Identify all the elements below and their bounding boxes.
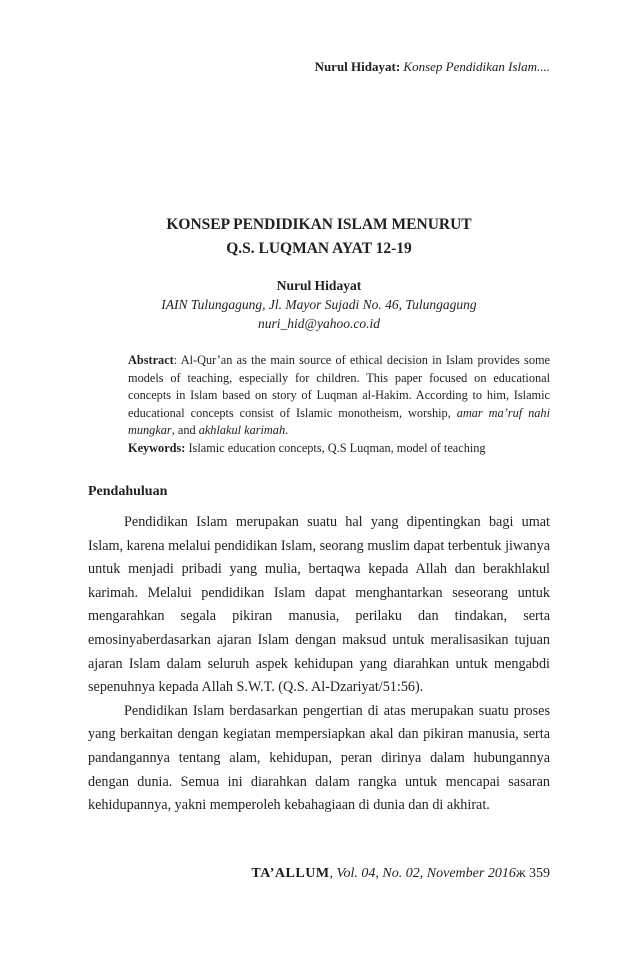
running-head-title: Konsep Pendidikan Islam....: [403, 59, 550, 74]
abstract-term-2: akhlakul karimah: [198, 423, 286, 438]
keywords-label: Keywords:: [128, 440, 186, 455]
abstract-term-1: amar ma’ruf nahi mungkar: [128, 405, 550, 438]
paper-title-line-1: KONSEP PENDIDIKAN ISLAM MENURUT: [166, 216, 472, 233]
paper-title: [0, 213, 638, 261]
page-footer: [251, 866, 550, 882]
section-heading: Pendahuluan: [88, 484, 168, 499]
body-paragraph-1: Pendidikan Islam merupakan suatu hal yang dipentingkan bagi umat Islam, karena melalui pendidikan Islam, seorang muslim dapat terbentuk jiwanya untuk menjadi pribadi yang mulia, bertaqwa kepada Allah dan berakhlakul karimah. Melalui pendidikan Islam dapat menghantarkan seseorang untuk mengarahkan segala pikiran manusia, perilaku dan tindakan, serta emosinyaberdasarkan ajaran Islam dengan maksud untuk meralisasikan tujuan ajaran Islam dalam seluruh aspek kehidupan yang diarahkan untuk mengabdi sepenuhnya kepada Allah S.W.T. (Q.S. Al-Dzariyat/51:56).: [88, 514, 550, 696]
abstract-label: Abstract: [128, 353, 174, 367]
author-name: Nurul Hidayat: [276, 278, 362, 293]
body-text: [88, 511, 550, 818]
keywords: [128, 440, 550, 458]
author-email: nuri_hid@yahoo.co.id: [258, 316, 380, 331]
paper-title-line-2: Q.S. LUQMAN AYAT 12-19: [226, 240, 412, 257]
footer-volume: , Vol. 04, No. 02, November 2016: [329, 866, 516, 881]
abstract-end: .: [285, 423, 289, 438]
running-head-author: Nurul Hidayat:: [314, 59, 401, 74]
footer-page-number: 359: [525, 866, 550, 881]
author-block: [0, 276, 638, 333]
abstract-paragraph: [128, 352, 550, 440]
abstract: [128, 352, 550, 458]
body-paragraph-2: Pendidikan Islam berdasarkan pengertian di atas merupakan suatu proses yang berkaitan dengan kegiatan mempersiapkan akal dan pikiran manusia, serta pandangannya tentang alam, kehidupan, peran dirinya dalam hubungannya dengan dunia. Semua ini diarahkan dalam rangka untuk mencapai sasaran kehidupannya, yakni memperoleh kebahagiaan di dunia dan di akhirat.: [88, 702, 550, 814]
author-affiliation: IAIN Tulungagung, Jl. Mayor Sujadi No. 46, Tulungagung: [161, 297, 477, 312]
abstract-connector: , and: [171, 423, 199, 438]
footer-journal: TA’ALLUM: [251, 866, 330, 881]
abstract-text: : Al-Qur’an as the main source of ethical decision in Islam provides some models of teaching, especially for children. This paper focused on educational concepts in Islam based on story of Luqman al-Hakim. According to him, Islamic educational concepts consist of Islamic monotheism, worship,: [128, 353, 550, 420]
footer-separator: ж: [515, 866, 526, 881]
running-head: [315, 59, 550, 75]
keywords-text: Islamic education concepts, Q.S Luqman, model of teaching: [185, 440, 486, 455]
